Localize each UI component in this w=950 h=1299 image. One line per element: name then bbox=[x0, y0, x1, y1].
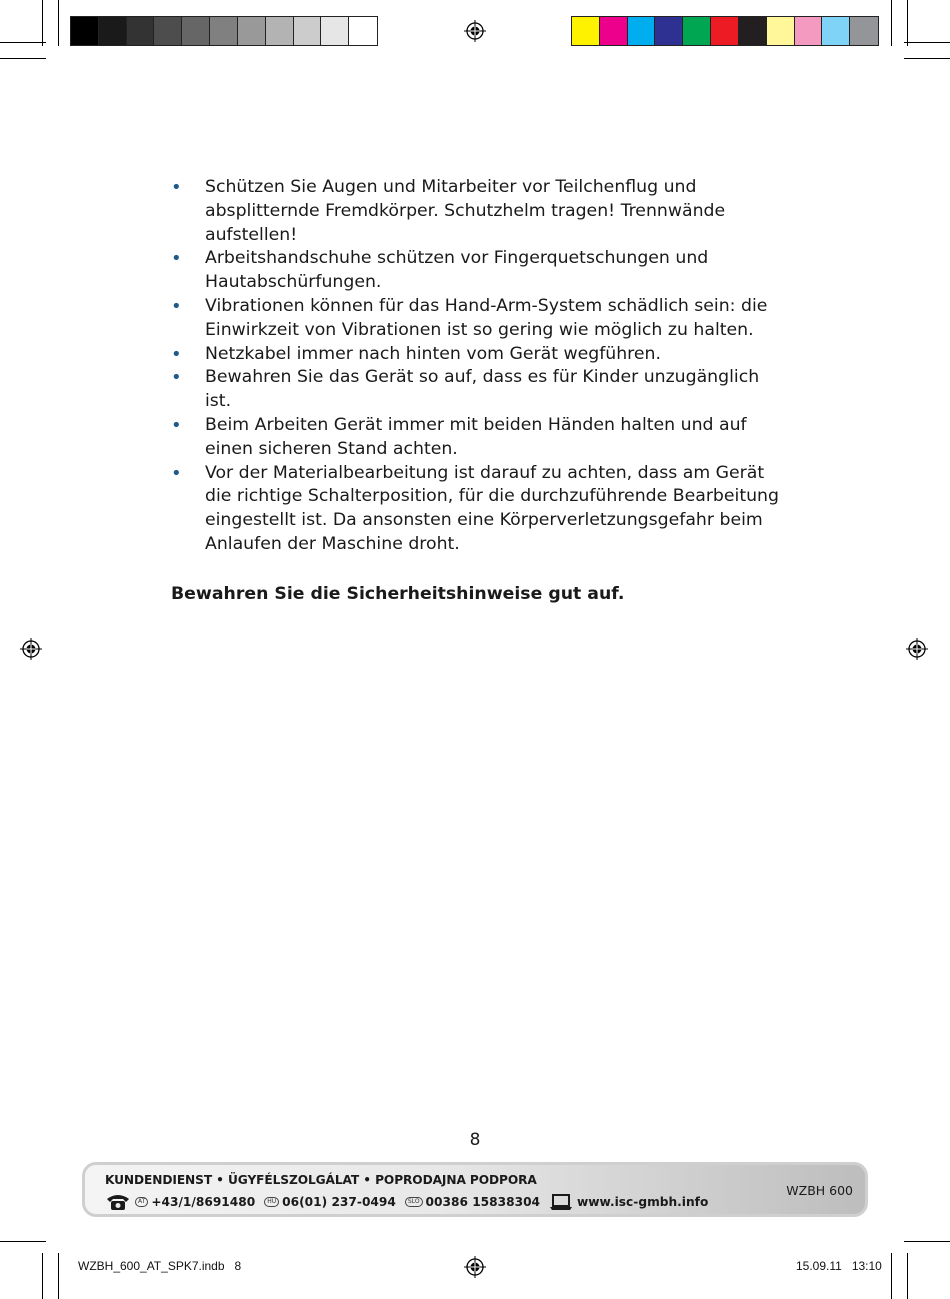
website-url: www.isc-gmbh.info bbox=[577, 1195, 709, 1209]
color-swatch bbox=[349, 17, 377, 45]
crop-mark bbox=[0, 42, 46, 43]
bullet-icon: • bbox=[171, 367, 182, 389]
color-swatch bbox=[572, 17, 600, 45]
color-swatch bbox=[655, 17, 683, 45]
bullet-icon: • bbox=[171, 414, 182, 436]
service-phones bbox=[105, 1192, 540, 1212]
crop-mark bbox=[907, 1253, 908, 1299]
model-number: WZBH 600 bbox=[786, 1183, 853, 1198]
color-swatch bbox=[850, 17, 878, 45]
color-swatch bbox=[238, 17, 266, 45]
list-item-text: Bewahren Sie das Gerät so auf, dass es für Kinder unzugänglich ist. bbox=[205, 367, 760, 412]
color-swatch bbox=[71, 17, 99, 45]
list-item-text: Vor der Materialbearbeitung ist darauf zu achten, dass am Gerät die richtige Schalterposition, für die durchzuführende Bearbeitung eingestellt ist. Da ansonsten eine Körperverletzungsgefahr beim Anlaufen der Maschine droht. bbox=[205, 462, 779, 554]
list-item bbox=[171, 366, 781, 414]
list-item bbox=[171, 462, 781, 557]
country-badge-at: AT bbox=[135, 1197, 148, 1207]
color-swatch bbox=[683, 17, 711, 45]
list-item bbox=[171, 343, 781, 367]
list-item-text: Arbeitshandschuhe schützen vor Fingerquetschungen und Hautabschürfungen. bbox=[205, 248, 709, 293]
color-swatch bbox=[99, 17, 127, 45]
color-swatch bbox=[127, 17, 155, 45]
laptop-icon bbox=[549, 1193, 573, 1211]
closing-note: Bewahren Sie die Sicherheitshinweise gut auf. bbox=[171, 583, 625, 604]
color-swatch bbox=[628, 17, 656, 45]
bullet-icon: • bbox=[171, 343, 182, 365]
crop-mark bbox=[58, 1253, 59, 1299]
list-item bbox=[171, 247, 781, 295]
phone-hu: 06(01) 237-0494 bbox=[282, 1195, 396, 1209]
file-slug: WZBH_600_AT_SPK7.indb 8 bbox=[78, 1259, 242, 1273]
color-swatch bbox=[822, 17, 850, 45]
bullet-icon: • bbox=[171, 462, 182, 484]
country-badge-hu: HU bbox=[264, 1197, 279, 1207]
crop-mark bbox=[0, 1241, 46, 1242]
list-item-text: Beim Arbeiten Gerät immer mit beiden Händen halten und auf einen sicheren Stand achten. bbox=[205, 414, 747, 459]
registration-mark-icon bbox=[464, 1256, 486, 1278]
crop-mark bbox=[904, 58, 950, 59]
list-item bbox=[171, 176, 781, 247]
telephone-icon bbox=[105, 1193, 131, 1211]
color-swatch bbox=[739, 17, 767, 45]
crop-mark bbox=[0, 58, 46, 59]
color-swatch bbox=[711, 17, 739, 45]
crop-mark bbox=[58, 0, 59, 46]
phone-slo: 00386 15838304 bbox=[425, 1195, 541, 1209]
page-number: 8 bbox=[469, 1130, 481, 1150]
crop-mark bbox=[907, 0, 908, 46]
color-swatch bbox=[210, 17, 238, 45]
customer-service-box bbox=[82, 1162, 868, 1217]
print-datetime: 15.09.11 13:10 bbox=[796, 1259, 882, 1273]
registration-mark-icon bbox=[464, 20, 486, 42]
crop-mark bbox=[904, 42, 950, 43]
phone-at: +43/1/8691480 bbox=[151, 1195, 256, 1209]
registration-mark-icon bbox=[20, 638, 42, 660]
bullet-icon: • bbox=[171, 248, 182, 270]
list-item bbox=[171, 295, 781, 343]
crop-mark bbox=[42, 0, 43, 46]
list-item bbox=[171, 414, 781, 462]
color-swatch bbox=[321, 17, 349, 45]
list-item-text: Schützen Sie Augen und Mitarbeiter vor Teilchenflug und absplitternde Fremdkörper. Schutzhelm tragen! Trennwände aufstellen! bbox=[205, 177, 726, 245]
crop-mark bbox=[891, 1253, 892, 1299]
website bbox=[549, 1192, 708, 1212]
safety-list bbox=[171, 176, 781, 557]
color-swatch bbox=[182, 17, 210, 45]
color-swatch bbox=[795, 17, 823, 45]
registration-mark-icon bbox=[906, 638, 928, 660]
service-title: KUNDENDIENST • ÜGYFÉLSZOLGÁLAT • POPRODAJNA PODPORA bbox=[105, 1173, 537, 1187]
crop-mark bbox=[42, 1253, 43, 1299]
list-item-text: Netzkabel immer nach hinten vom Gerät wegführen. bbox=[205, 343, 661, 364]
grayscale-color-bar bbox=[70, 16, 378, 46]
country-badge-slo: SLO bbox=[405, 1197, 423, 1207]
color-swatch bbox=[154, 17, 182, 45]
bullet-icon: • bbox=[171, 177, 182, 198]
process-color-bar bbox=[571, 16, 879, 46]
safety-instructions bbox=[171, 176, 781, 607]
color-swatch bbox=[600, 17, 628, 45]
bullet-icon: • bbox=[171, 295, 182, 317]
crop-mark bbox=[904, 1241, 950, 1242]
list-item-text: Vibrationen können für das Hand-Arm-System schädlich sein: die Einwirkzeit von Vibrationen ist so gering wie möglich zu halten. bbox=[205, 295, 768, 340]
color-swatch bbox=[294, 17, 322, 45]
color-swatch bbox=[266, 17, 294, 45]
crop-mark bbox=[891, 0, 892, 46]
color-swatch bbox=[767, 17, 795, 45]
